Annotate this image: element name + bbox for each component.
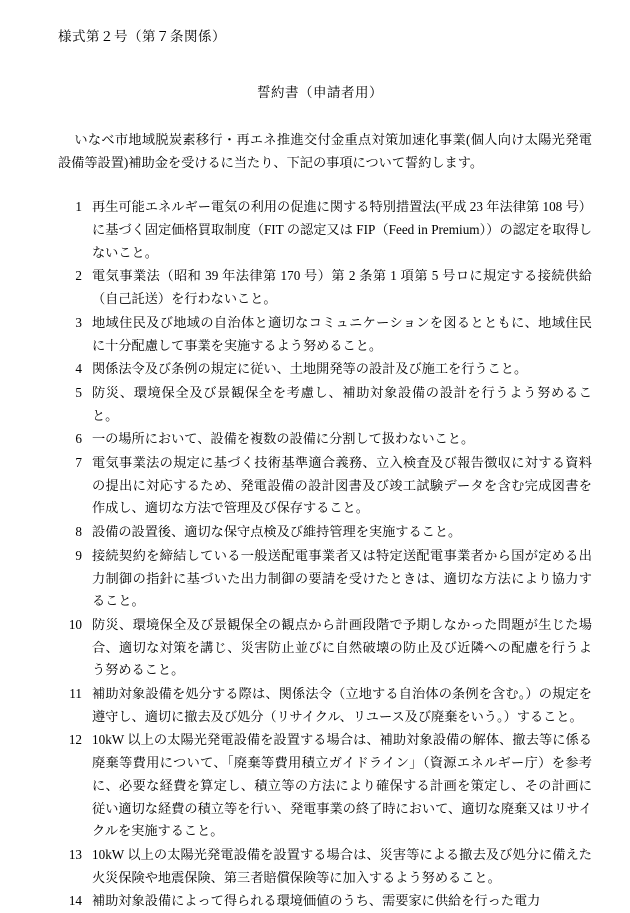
list-item xyxy=(58,545,592,613)
list-item xyxy=(58,614,592,682)
clause-number: 8 xyxy=(75,524,82,540)
clause-text: 接続契約を締結している一般送配電事業者又は特定送配電事業者から国が定める出力制御の指針に基づいた出力制御の要請を受けたときは、適切な方法により協力すること。 xyxy=(92,547,592,609)
clause-number: 11 xyxy=(69,686,82,702)
clause-number: 4 xyxy=(75,361,82,377)
clause-text: 補助対象設備を処分する際は、関係法令（立地する自治体の条例を含む。）の規定を遵守し、適切に撤去及び処分（リサイクル、リユース及び廃棄をいう。）すること。 xyxy=(92,686,592,724)
clause-number: 2 xyxy=(75,268,82,284)
form-number: 様式第２号（第７条関係） xyxy=(58,29,226,44)
clause-text: 地域住民及び地域の自治体と適切なコミュニケーションを図るとともに、地域住民に十分配慮して事業を実施するよう努めること。 xyxy=(92,314,592,353)
clause-text: 関係法令及び条例の規定に従い、土地開発等の設計及び施工を行うこと。 xyxy=(92,361,528,377)
list-item xyxy=(58,729,592,843)
list-item xyxy=(58,265,592,310)
list-item xyxy=(58,890,592,913)
clause-text: 一の場所において、設備を複数の設備に分割して扱わないこと。 xyxy=(92,431,475,447)
clause-number: 1 xyxy=(75,199,82,215)
clause-number: 3 xyxy=(75,314,82,330)
list-item xyxy=(58,312,592,357)
list-item xyxy=(58,452,592,520)
clause-number: 12 xyxy=(68,732,82,748)
clause-number: 13 xyxy=(68,846,82,862)
clause-text: 10kW 以上の太陽光発電設備を設置する場合は、補助対象設備の解体、撤去等に係る廃棄等費用について、「廃棄等費用積立ガイドライン」（資源エネルギー庁）を参考に、必要な経費を算定し、積立等の方法により確保する計画を策定し、その計画に従い適切な経費の積立等を行い、発電事業の終了時において、適切な廃棄又はリサイクルを実施すること。 xyxy=(92,732,592,839)
clause-text: 再生可能エネルギー電気の利用の促進に関する特別措置法(平成 23 年法律第 108 号）に基づく固定価格買取制度（FIT の認定又は FIP（Feed in Premium））の認定を取得しないこと。 xyxy=(92,199,592,260)
intro-paragraph xyxy=(58,129,592,174)
clause-list xyxy=(58,196,592,913)
clause-text: 10kW 以上の太陽光発電設備を設置する場合は、災害等による撤去及び処分に備えた火災保険や地震保険、第三者賠償保険等に加入するよう努めること。 xyxy=(92,846,592,885)
list-item xyxy=(58,382,592,427)
clause-number: 6 xyxy=(75,431,82,447)
clause-text: 防災、環境保全及び景観保全を考慮し、補助対象設備の設計を行うよう努めること。 xyxy=(92,384,592,423)
clause-number: 10 xyxy=(68,616,82,632)
list-item xyxy=(58,196,592,264)
list-item xyxy=(58,844,592,889)
clause-number: 14 xyxy=(68,893,82,909)
page-title: 誓約書（申請者用） xyxy=(257,84,383,100)
list-item xyxy=(58,683,592,728)
list-item xyxy=(58,428,592,451)
clause-text: 電気事業法（昭和 39 年法律第 170 号）第 2 条第 1 項第 5 号ロに規定する接続供給（自己託送）を行わないこと。 xyxy=(92,268,592,307)
clause-text: 設備の設置後、適切な保守点検及び維持管理を実施すること。 xyxy=(92,524,462,540)
intro-text: いなべ市地域脱炭素移行・再エネ推進交付金重点対策加速化事業(個人向け太陽光発電設備等設置)補助金を受けるに当たり、下記の事項について誓約します。 xyxy=(58,131,592,170)
list-item xyxy=(58,521,592,544)
list-item xyxy=(58,358,592,381)
clause-text: 電気事業法の規定に基づく技術基準適合義務、立入検査及び報告徴収に対する資料の提出に対応するため、発電設備の設計図書及び竣工試験データを含む完成図書を作成し、適切な方法で管理及び保存すること。 xyxy=(92,455,592,516)
clause-text: 防災、環境保全及び景観保全の観点から計画段階で予期しなかった問題が生じた場合、適切な対策を講じ、災害防止並びに自然破壊の防止及び近隣への配慮を行うよう努めること。 xyxy=(92,616,592,678)
clause-number: 9 xyxy=(75,547,82,563)
clause-text: 補助対象設備によって得られる環境価値のうち、需要家に供給を行った電力 xyxy=(92,893,541,909)
clause-number: 5 xyxy=(75,384,82,400)
clause-number: 7 xyxy=(75,455,82,471)
